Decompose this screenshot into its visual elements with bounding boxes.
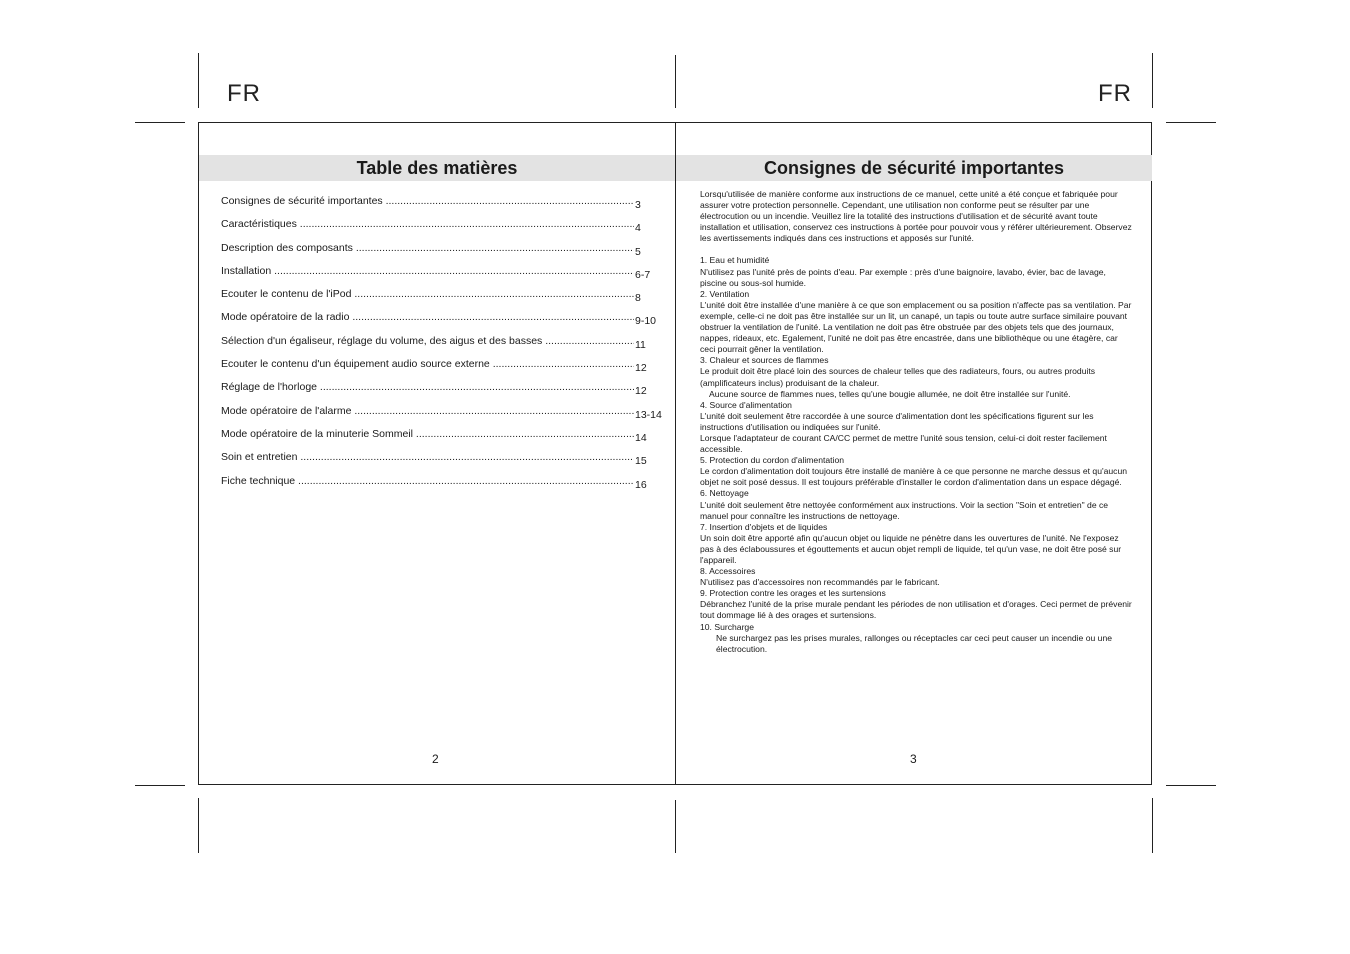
toc-entry-label: Mode opératoire de la radio ..... xyxy=(221,310,634,324)
safety-item-text: N'utilisez pas d'accessoires non recommandés par le fabricant. xyxy=(700,577,940,588)
crop-mark xyxy=(198,53,199,108)
crop-mark xyxy=(675,55,676,108)
safety-item-text: Le cordon d'alimentation doit toujours être installé de manière à ce que personne ne marche dessus et qu'aucun objet ne soit posé dessus. Il est toujours préférable d'installer le cordon d'alimentation dans un espace dégagé. xyxy=(700,466,1128,488)
toc-entry-label: Mode opératoire de l'alarme ..... xyxy=(221,404,634,418)
left-title-bar xyxy=(199,155,675,181)
toc-entry[interactable] xyxy=(221,310,666,333)
toc-entry-page: 8 xyxy=(635,292,641,305)
crop-mark xyxy=(675,800,676,853)
safety-item-text: N'utilisez pas l'unité près de points d'eau. Par exemple : près d'une baignoire, lavabo, évier, bac de lavage, piscine ou sous-sol humide. xyxy=(700,266,1106,288)
toc-entry-label: Ecouter le contenu de l'iPod ..... xyxy=(221,287,634,301)
toc-entry[interactable] xyxy=(221,380,666,403)
safety-item-heading: 3. Chaleur et sources de flammes xyxy=(700,355,829,366)
toc-entry[interactable] xyxy=(221,334,666,357)
safety-item-heading: 8. Accessoires xyxy=(700,566,756,577)
toc-entry-label: Description des composants ..... xyxy=(221,241,634,255)
toc-title: Table des matières xyxy=(356,158,518,178)
toc-entry[interactable] xyxy=(221,241,666,264)
page-number-left: 2 xyxy=(432,752,439,766)
toc-entry-page: 12 xyxy=(635,362,647,375)
crop-mark xyxy=(1152,798,1153,853)
toc-entry-label: Réglage de l'horloge ..... xyxy=(221,380,634,394)
language-label-right: FR xyxy=(1098,80,1132,107)
page-number-right: 3 xyxy=(910,752,917,766)
crop-mark xyxy=(135,785,185,786)
toc-entry-page: 9-10 xyxy=(635,315,657,328)
toc-entry[interactable] xyxy=(221,357,666,380)
safety-item-text: Le produit doit être placé loin des sources de chaleur telles que des radiateurs, fours, ou autres produits (amplificateurs inclus) produisant de la chaleur. xyxy=(700,366,1096,388)
crop-mark xyxy=(198,798,199,853)
crop-mark xyxy=(1166,122,1216,123)
safety-instructions xyxy=(700,189,1132,655)
safety-item-heading: 1. Eau et humidité xyxy=(700,255,770,266)
toc-entry[interactable] xyxy=(221,264,666,287)
crop-mark xyxy=(135,122,185,123)
safety-item-heading: 10. Surcharge xyxy=(700,621,754,632)
safety-item-heading: 2. Ventilation xyxy=(700,288,750,299)
safety-item-heading: 5. Protection du cordon d'alimentation xyxy=(700,455,845,466)
toc-entry-page: 12 xyxy=(635,385,647,398)
safety-item-heading: 9. Protection contre les orages et les surtensions xyxy=(700,588,886,599)
safety-item-text: Ne surchargez pas les prises murales, rallonges ou réceptacles car ceci peut causer un incendie ou une électrocution. xyxy=(716,632,1113,654)
toc-entry-label: Soin et entretien ..... xyxy=(221,450,634,464)
safety-item-heading: 6. Nettoyage xyxy=(700,488,749,499)
table-of-contents xyxy=(221,194,666,497)
safety-item-text: Lorsque l'adaptateur de courant CA/CC permet de mettre l'unité sous tension, celui-ci doit rester facilement accessible. xyxy=(700,432,1107,455)
safety-item-text: L'unité doit être installée d'une manière à ce que son emplacement ou sa position n'affecte pas sa ventilation. Par exemple, celle-ci ne doit pas être installée sur un lit, un canapé, un tapis ou toute autre surface similaire pouvant obstruer la ventilation de l'unité. La ventilation ne doit pas être obstruée par des objets tels que des journaux, nappes, rideaux, etc. Egalement, l'unité ne doit pas être encastrée, dans une bibliothèque ou une étagère, car ceci pourrait gêner la ventilation. xyxy=(700,299,1132,355)
toc-entry[interactable] xyxy=(221,404,666,427)
toc-entry-page: 13-14 xyxy=(635,408,662,421)
page-divider xyxy=(675,122,676,785)
toc-entry[interactable] xyxy=(221,474,666,497)
toc-entry-page: 3 xyxy=(635,199,641,211)
safety-item-text: Débranchez l'unité de la prise murale pendant les périodes de non utilisation et d'orages. Ceci permet de prévenir tout dommage lié à des orages et surtensions. xyxy=(700,599,1132,621)
safety-item-heading: 4. Source d'alimentation xyxy=(700,399,792,410)
crop-mark xyxy=(1166,785,1216,786)
safety-intro: Lorsqu'utilisée de manière conforme aux instructions de ce manuel, cette unité a été conçue et fabriquée pour assurer votre protection personnelle. Cependant, une utilisation non conforme peut se résulter par une électrocution ou un incendie. Veuillez lire la totalité des instructions d'utilisation et de sécurité avant toute installation et utilisation, conservez ces instructions à portée pour pouvoir vous y référer ultérieurement. Observez les avertissements indiqués dans ces instructions et apposés sur l'unité. xyxy=(700,189,1132,244)
toc-entry-page: 6-7 xyxy=(635,268,651,281)
toc-entry[interactable] xyxy=(221,287,666,310)
toc-entry-label: Ecouter le contenu d'un équipement audio source externe ..... xyxy=(221,357,634,371)
toc-entry-label: Fiche technique ..... xyxy=(221,474,634,488)
toc-entry-page: 11 xyxy=(635,338,646,351)
crop-mark xyxy=(1152,53,1153,108)
toc-entry[interactable] xyxy=(221,194,666,217)
toc-entry[interactable] xyxy=(221,450,666,473)
toc-entry-label: Consignes de sécurité importantes ..... xyxy=(221,194,634,208)
toc-entry[interactable] xyxy=(221,217,666,240)
toc-entry-page: 5 xyxy=(635,245,641,258)
safety-item-text: L'unité doit seulement être nettoyée conformément aux instructions. Voir la section "Soin et entretien" de ce manuel pour connaître les instructions de nettoyage. xyxy=(700,499,1109,521)
safety-item-text: L'unité doit seulement être raccordée à une source d'alimentation dont les spécifications figurent sur les instructions d'utilisation ou indiquées sur l'unité. xyxy=(700,410,1094,432)
language-label-left: FR xyxy=(227,80,261,107)
toc-entry-label: Mode opératoire de la minuterie Sommeil ..... xyxy=(221,427,634,441)
toc-entry[interactable] xyxy=(221,427,666,450)
safety-title: Consignes de sécurité importantes xyxy=(763,158,1065,178)
toc-entry-label: Caractéristiques ..... xyxy=(221,217,634,231)
safety-item-heading: 7. Insertion d'objets et de liquides xyxy=(700,521,828,532)
safety-item-text: Aucune source de flammes nues, telles qu'une bougie allumée, ne doit être installée sur l'unité. xyxy=(709,388,1071,399)
toc-entry-label: Sélection d'un égaliseur, réglage du volume, des aigus et des basses ..... xyxy=(221,334,634,348)
toc-entry-page: 15 xyxy=(635,455,647,468)
toc-entry-page: 14 xyxy=(635,431,647,444)
toc-entry-page: 16 xyxy=(635,478,647,491)
right-title-bar xyxy=(676,155,1152,181)
toc-entry-label: Installation ..... xyxy=(221,264,634,278)
safety-item-text: Un soin doit être apporté afin qu'aucun objet ou liquide ne pénètre dans les ouvertures de l'unité. Ne l'exposez pas à des éclaboussures et égouttements et aucun objet rempli de liquide, tel qu'un vase, ne doit être posé sur l'appareil. xyxy=(700,532,1122,565)
toc-entry-page: 4 xyxy=(635,222,641,235)
